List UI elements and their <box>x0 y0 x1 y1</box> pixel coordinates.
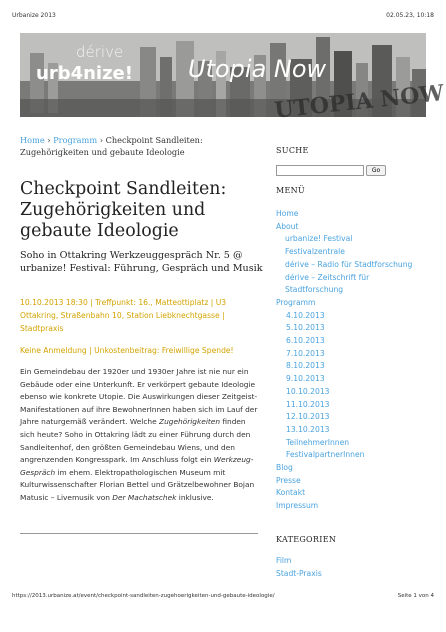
svg-text:Utopia Now: Utopia Now <box>188 55 327 83</box>
print-header-title: Urbanize 2013 <box>12 12 56 19</box>
menu-item-home[interactable]: Home <box>276 209 299 218</box>
content-divider <box>20 533 258 534</box>
menu-item-date[interactable]: 6.10.2013 <box>286 336 325 346</box>
breadcrumb-current: Checkpoint Sandleiten: Zugehörigkeiten und gebaute Ideologie <box>20 135 203 157</box>
body-text: finden sich heute? Soho in Ottakring lädt zu einer Führung durch den Sandleitenhof, den größten Gemeindebau Wiens, und den angrenzenden Kongresspark. Im Anschluss folgt ein <box>20 417 251 465</box>
category-stadt-praxis[interactable]: Stadt-Praxis <box>276 568 322 578</box>
breadcrumb-programm-link[interactable]: Programm <box>53 135 98 145</box>
breadcrumb-home-link[interactable]: Home <box>20 135 45 145</box>
article-subtitle: Soho in Ottakring Werkzeuggespräch Nr. 5 @ urbanize! Festival: Führung, Gespräch und Musik <box>20 250 263 275</box>
print-header-datetime: 02.05.23, 10:18 <box>386 12 434 19</box>
body-text: inklusive. <box>176 492 214 502</box>
print-footer <box>12 593 434 603</box>
menu-item-date[interactable]: 10.10.2013 <box>286 386 330 396</box>
derive-logo-text: dérive <box>76 43 124 61</box>
menu-item-date[interactable]: 7.10.2013 <box>286 348 325 358</box>
menu-item-programm[interactable]: Programm <box>276 297 316 307</box>
category-film[interactable]: Film <box>276 556 292 565</box>
breadcrumb-separator: › <box>44 135 54 145</box>
menu-item-derive-zeitschrift[interactable]: dérive – Zeitschrift für Stadtforschung <box>285 272 370 295</box>
menu-item-date[interactable]: 8.10.2013 <box>286 361 325 371</box>
categories-heading: KATEGORIEN <box>276 535 337 544</box>
menu-item-date[interactable]: 11.10.2013 <box>286 399 330 409</box>
main-content <box>20 134 263 502</box>
urbanize-logo-text: urb4nize! <box>36 63 133 84</box>
print-footer-page: Seite 1 von 4 <box>397 593 434 599</box>
breadcrumb <box>20 134 260 158</box>
menu-item-derive-radio[interactable]: dérive – Radio für Stadtforschung <box>285 259 413 269</box>
menu-item-urbanize-festival[interactable]: urbanize! Festival <box>285 234 353 244</box>
site-banner[interactable] <box>20 33 446 124</box>
body-emphasis: Der Machatschek <box>112 492 177 502</box>
article-body <box>20 366 262 505</box>
menu-item-date[interactable]: 9.10.2013 <box>286 374 325 384</box>
menu-item-festivalpartnerinnen[interactable]: FestivalpartnerInnen <box>286 450 365 460</box>
body-emphasis: Zugehörigkeiten <box>159 417 220 427</box>
menu-item-date[interactable]: 4.10.2013 <box>286 310 325 320</box>
event-meta: 10.10.2013 18:30 | Treffpunkt: 16., Matteottiplatz | U3 Ottakring, Straßenbahn 10, Station Liebknechtgasse | Stadtpraxis <box>20 298 227 334</box>
menu-item-impressum[interactable]: Impressum <box>276 501 319 511</box>
event-notice: Keine Anmeldung | Unkostenbeitrag: Freiwillige Spende! <box>20 346 234 355</box>
search-go-button[interactable]: Go <box>366 165 386 176</box>
categories-list <box>276 555 426 580</box>
print-header <box>12 12 434 22</box>
body-text: im ehem. Elektropathologischen Museum mit Kulturwissenschafter Florian Bettel und Grätzelbewohner Bojan Matusic – Livemusik von <box>20 467 255 502</box>
print-footer-url: https://2013.urbanize.at/event/checkpoint-sandleiten-zugehoerigkeiten-und-gebaute-ideologie/ <box>12 593 275 599</box>
page-title: Checkpoint Sandleiten: Zugehörigkeiten und gebaute Ideologie <box>20 179 227 241</box>
body-emphasis: Werkzeug-Gespräch <box>20 455 254 477</box>
search-input[interactable] <box>276 165 364 176</box>
breadcrumb-separator: › <box>97 135 106 145</box>
menu-item-festivalzentrale[interactable]: Festivalzentrale <box>285 247 345 257</box>
menu-item-date[interactable]: 5.10.2013 <box>286 323 325 333</box>
search-form <box>276 165 396 177</box>
menu-item-about[interactable]: About <box>276 221 299 231</box>
sidebar-menu <box>276 208 426 513</box>
menu-item-blog[interactable]: Blog <box>276 463 293 473</box>
menu-item-date[interactable]: 12.10.2013 <box>286 412 330 422</box>
menu-heading: MENÜ <box>276 186 305 195</box>
menu-item-date[interactable]: 13.10.2013 <box>286 424 330 434</box>
menu-item-presse[interactable]: Presse <box>276 475 301 485</box>
menu-item-kontakt[interactable]: Kontakt <box>276 488 306 498</box>
svg-text:UTOPIA NOW: UTOPIA NOW <box>273 80 446 124</box>
search-heading: SUCHE <box>276 146 309 155</box>
body-text: Ein Gemeindebau der 1920er und 1930er Jahre ist nie nur ein Gebäude oder eine Unterkunft. Er verkörpert gebaute Ideologie ebenso wie konkrete Utopie. Die Auswirkungen dieser Zeitgeist-Manifestationen auf ihre BewohnerInnen haben sich im Lauf der Jahre naturgemäß verändert. Welche <box>20 367 258 427</box>
menu-item-teilnehmerinnen[interactable]: TeilnehmerInnen <box>286 437 350 447</box>
